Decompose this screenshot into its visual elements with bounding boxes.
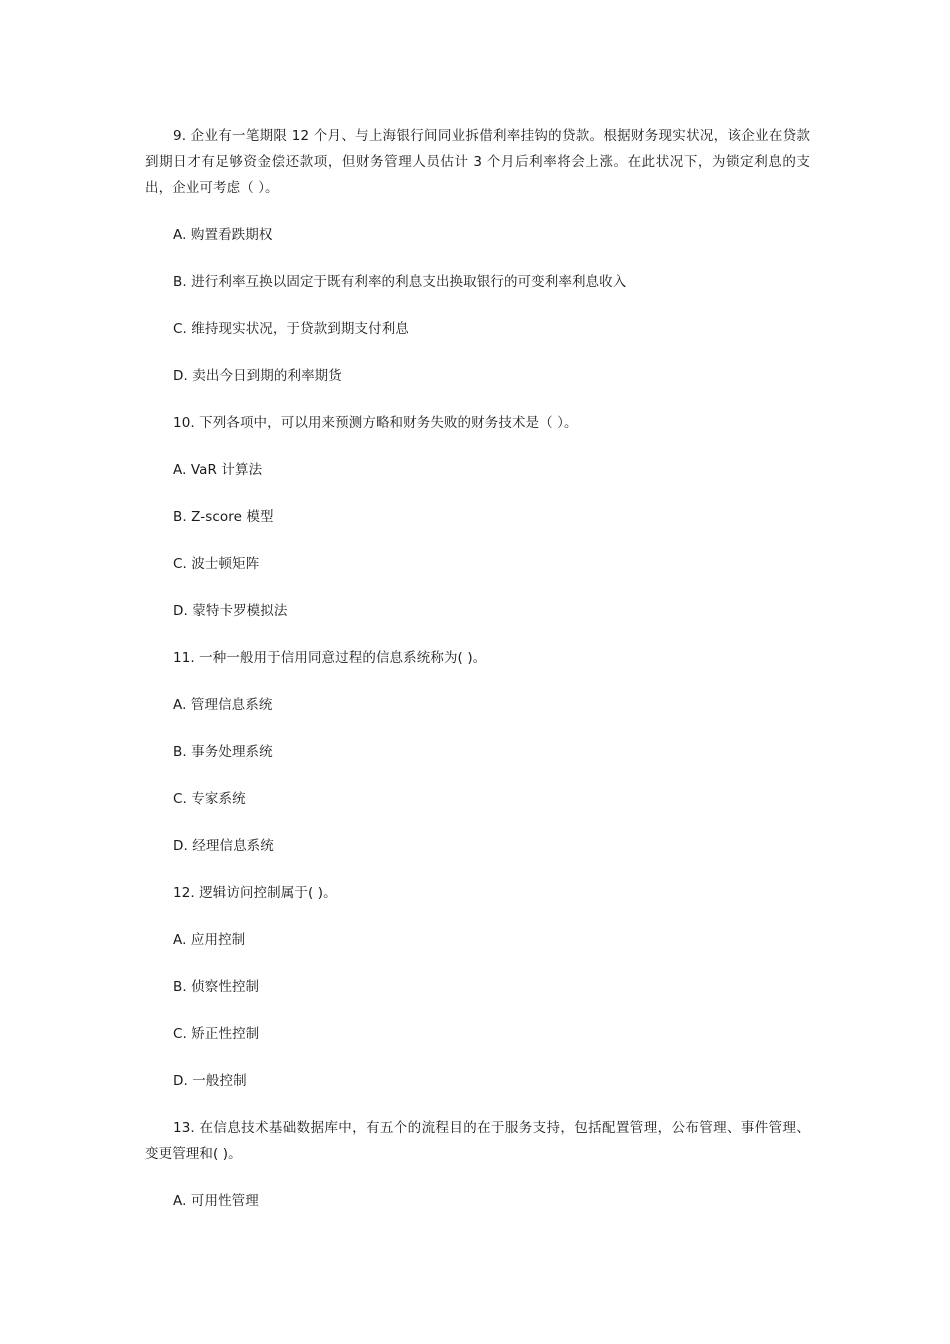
question-11-stem: 11. 一种一般用于信用同意过程的信息系统称为( )。 [173,650,487,666]
question-9-option-d: D. 卖出今日到期的利率期货 [173,368,342,384]
question-12-option-b: B. 侦察性控制 [173,979,260,995]
question-11-option-d: D. 经理信息系统 [173,838,274,854]
question-9-stem: 9. 企业有一笔期限 12 个月、与上海银行间同业拆借利率挂钩的贷款。根据财务现实状况，该企业在贷款到期日才有足够资金偿还款项，但财务管理人员估计 3 个月后利率将会上涨。在此状况下，为锁定利息的支出，企业可考虑（ ）。 [145,128,810,196]
question-10-stem: 10. 下列各项中，可以用来预测方略和财务失败的财务技术是（ ）。 [173,415,578,431]
question-13-stem: 13. 在信息技术基础数据库中，有五个的流程目的在于服务支持，包括配置管理，公布管理、事件管理、变更管理和( )。 [145,1120,810,1162]
question-10-option-c: C. 波士顿矩阵 [173,556,260,572]
question-9-option-c: C. 维持现实状况，于贷款到期支付利息 [173,321,409,337]
question-10-option-b: B. Z-score 模型 [173,509,274,525]
question-10-option-a: A. VaR 计算法 [173,462,263,478]
question-9-option-b: B. 进行利率互换以固定于既有利率的利息支出换取银行的可变利率利息收入 [173,274,627,290]
question-13-option-a: A. 可用性管理 [173,1193,259,1209]
question-10-option-d: D. 蒙特卡罗模拟法 [173,603,288,619]
question-12-option-c: C. 矫正性控制 [173,1026,260,1042]
question-11-option-c: C. 专家系统 [173,791,246,807]
question-11-option-b: B. 事务处理系统 [173,744,273,760]
document-body [145,123,810,1235]
question-9-option-a: A. 购置看跌期权 [173,227,273,243]
question-11-option-a: A. 管理信息系统 [173,697,273,713]
question-12-option-d: D. 一般控制 [173,1073,247,1089]
question-12-option-a: A. 应用控制 [173,932,246,948]
question-12-stem: 12. 逻辑访问控制属于( )。 [173,885,337,901]
